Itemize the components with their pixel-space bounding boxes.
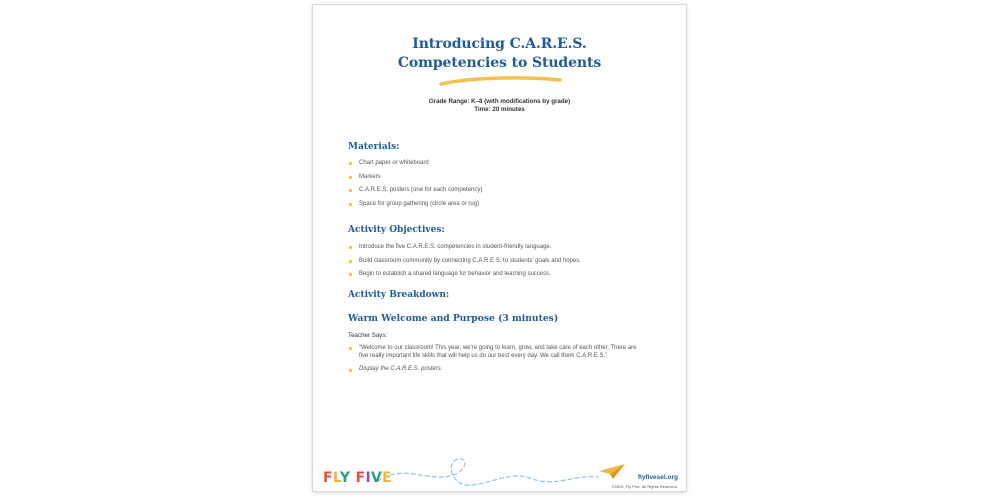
- bullet-icon: [349, 203, 352, 206]
- paper-plane-icon: [598, 462, 626, 480]
- list-item: Build classroom community by connecting C.A.R.E.S. to students’ goals and hopes.: [348, 258, 658, 266]
- breakdown-heading: Activity Breakdown:: [348, 290, 450, 300]
- page-title: [313, 35, 686, 73]
- grade-range: Grade Range: K–8 (with modifications by grade): [428, 98, 571, 105]
- list-item: “Welcome to our classroom! This year, we’re going to learn, grow, and take care of each other. There are five really important life skills that will help us do our best every day. We call them C.A.R.E.S.”: [348, 345, 638, 361]
- bullet-icon: [349, 273, 352, 276]
- lesson-meta: [313, 98, 686, 114]
- materials-heading: Materials:: [348, 142, 400, 152]
- objectives-list: [348, 244, 658, 285]
- section-heading: Warm Welcome and Purpose (3 minutes): [348, 313, 559, 324]
- bullet-icon: [349, 347, 352, 350]
- bullet-icon: [349, 176, 352, 179]
- list-item: Markers: [348, 174, 658, 182]
- list-item: Begin to establish a shared language for behavior and learning success.: [348, 271, 658, 279]
- document-page: [313, 5, 686, 491]
- bullet-icon: [349, 369, 352, 372]
- bullet-icon: [349, 189, 352, 192]
- bullet-icon: [349, 162, 352, 165]
- title-line-1: Introducing C.A.R.E.S.: [412, 36, 587, 52]
- bullet-icon: [349, 260, 352, 263]
- teacher-says-label: Teacher Says:: [348, 332, 388, 339]
- logo-letter: F: [355, 470, 366, 486]
- logo-letter: I: [365, 470, 371, 486]
- list-item: Introduce the five C.A.R.E.S. competencies in student-friendly language.: [348, 244, 658, 252]
- logo-letter: E: [382, 470, 392, 486]
- logo-letter: F: [323, 470, 333, 486]
- logo-letter: L: [332, 470, 340, 486]
- objectives-heading: Activity Objectives:: [348, 225, 445, 235]
- logo-letter: V: [370, 470, 383, 486]
- brush-underline-icon: [438, 75, 563, 87]
- footer-url[interactable]: flyfivesel.org: [637, 474, 678, 481]
- lesson-time: Time: 20 minutes: [474, 106, 525, 113]
- title-line-2: Competencies to Students: [397, 55, 602, 71]
- list-item: Space for group gathering (circle area or rug): [348, 201, 658, 209]
- list-item: Display the C.A.R.E.S. posters.: [348, 366, 638, 374]
- dashed-flight-path-icon: [370, 453, 603, 493]
- footer-copyright: ©2025, Fly Five. All Rights Reserved.: [611, 484, 678, 489]
- logo-letter: Y: [339, 470, 351, 486]
- bullet-icon: [349, 246, 352, 249]
- steps-list: [348, 345, 638, 380]
- fly-five-logo: [323, 470, 392, 486]
- materials-list: [348, 160, 658, 214]
- list-item: Chart paper or whiteboard: [348, 160, 658, 168]
- list-item: C.A.R.E.S. posters (one for each competency): [348, 187, 658, 195]
